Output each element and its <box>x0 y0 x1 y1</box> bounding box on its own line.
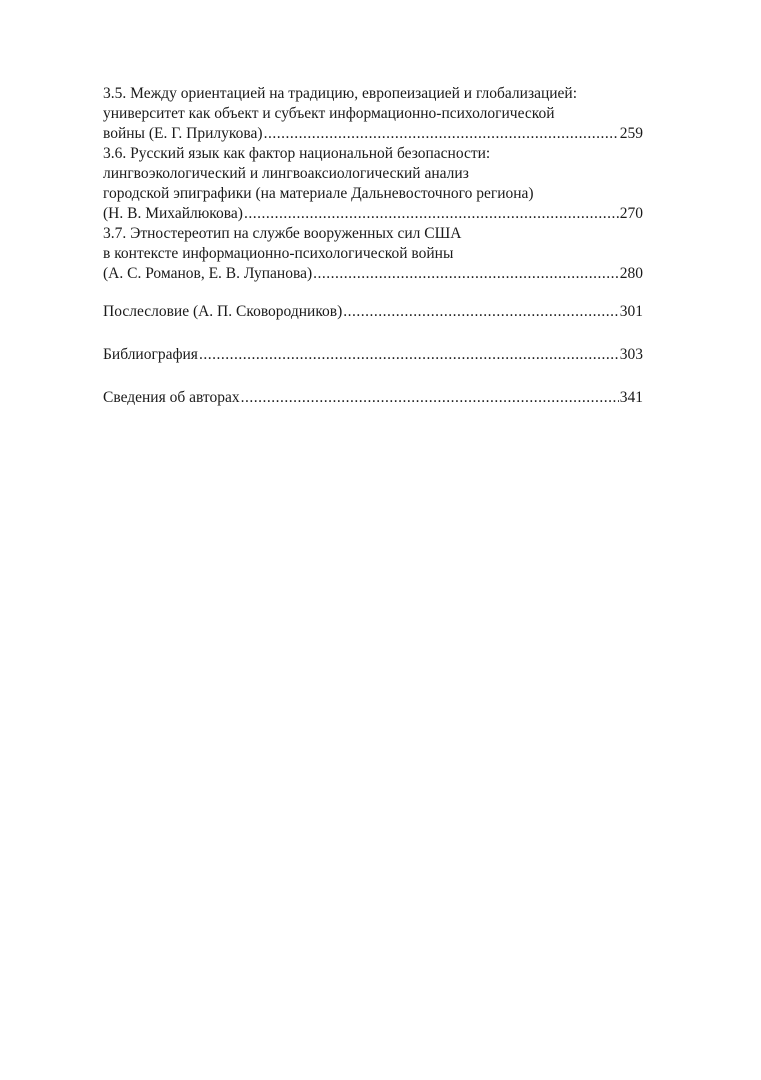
toc-entry-bibliography <box>103 345 643 365</box>
toc-entry-line: университет как объект и субъект информационно-психологической <box>103 105 555 122</box>
dot-leader <box>264 124 619 144</box>
toc-entry-line: 3.5. Между ориентацией на традицию, европеизацией и глобализацией: <box>103 85 578 102</box>
toc-entry-last-line <box>103 124 643 144</box>
page-number: 259 <box>619 125 643 142</box>
toc-entry-line: в контексте информационно-психологической войны <box>103 245 454 262</box>
toc-entry-last-line <box>103 345 643 365</box>
toc-entry-title: Библиография <box>103 346 198 363</box>
toc-entry-3-6 <box>103 144 643 224</box>
toc-entry-title: (А. С. Романов, Е. В. Лупанова) <box>103 265 313 282</box>
toc-entry-title: Послесловие (А. П. Сковородников) <box>103 303 343 320</box>
toc-entry-3-7 <box>103 224 643 284</box>
toc-entry-line: 3.6. Русский язык как фактор национальной безопасности: <box>103 145 491 162</box>
toc-entry-line: лингвоэкологический и лингвоаксиологический анализ <box>103 165 469 182</box>
toc-entry-line: 3.7. Этностереотип на службе вооруженных сил США <box>103 225 462 242</box>
dot-leader <box>313 264 619 284</box>
toc-entry-last-line <box>103 388 643 408</box>
toc-entry-authors <box>103 388 643 408</box>
toc-entry-title: Сведения об авторах <box>103 389 240 406</box>
toc-entry-title: (Н. В. Михайлюкова) <box>103 205 243 222</box>
toc-entry-line: городской эпиграфики (на материале Дальневосточного региона) <box>103 185 534 202</box>
page-number: 301 <box>619 303 643 320</box>
toc-entry-afterword <box>103 302 643 322</box>
dot-leader <box>343 302 618 322</box>
page-number: 341 <box>619 389 643 406</box>
dot-leader <box>199 345 619 365</box>
toc-entry-last-line <box>103 204 643 224</box>
page-number: 270 <box>619 205 643 222</box>
dot-leader <box>241 388 619 408</box>
toc-entry-3-5 <box>103 84 643 144</box>
dot-leader <box>244 204 619 224</box>
toc-entry-last-line <box>103 302 643 322</box>
table-of-contents <box>103 84 643 408</box>
toc-entry-title: войны (Е. Г. Прилукова) <box>103 125 263 142</box>
page-number: 280 <box>619 265 643 282</box>
page-number: 303 <box>619 346 643 363</box>
toc-entry-last-line <box>103 264 643 284</box>
